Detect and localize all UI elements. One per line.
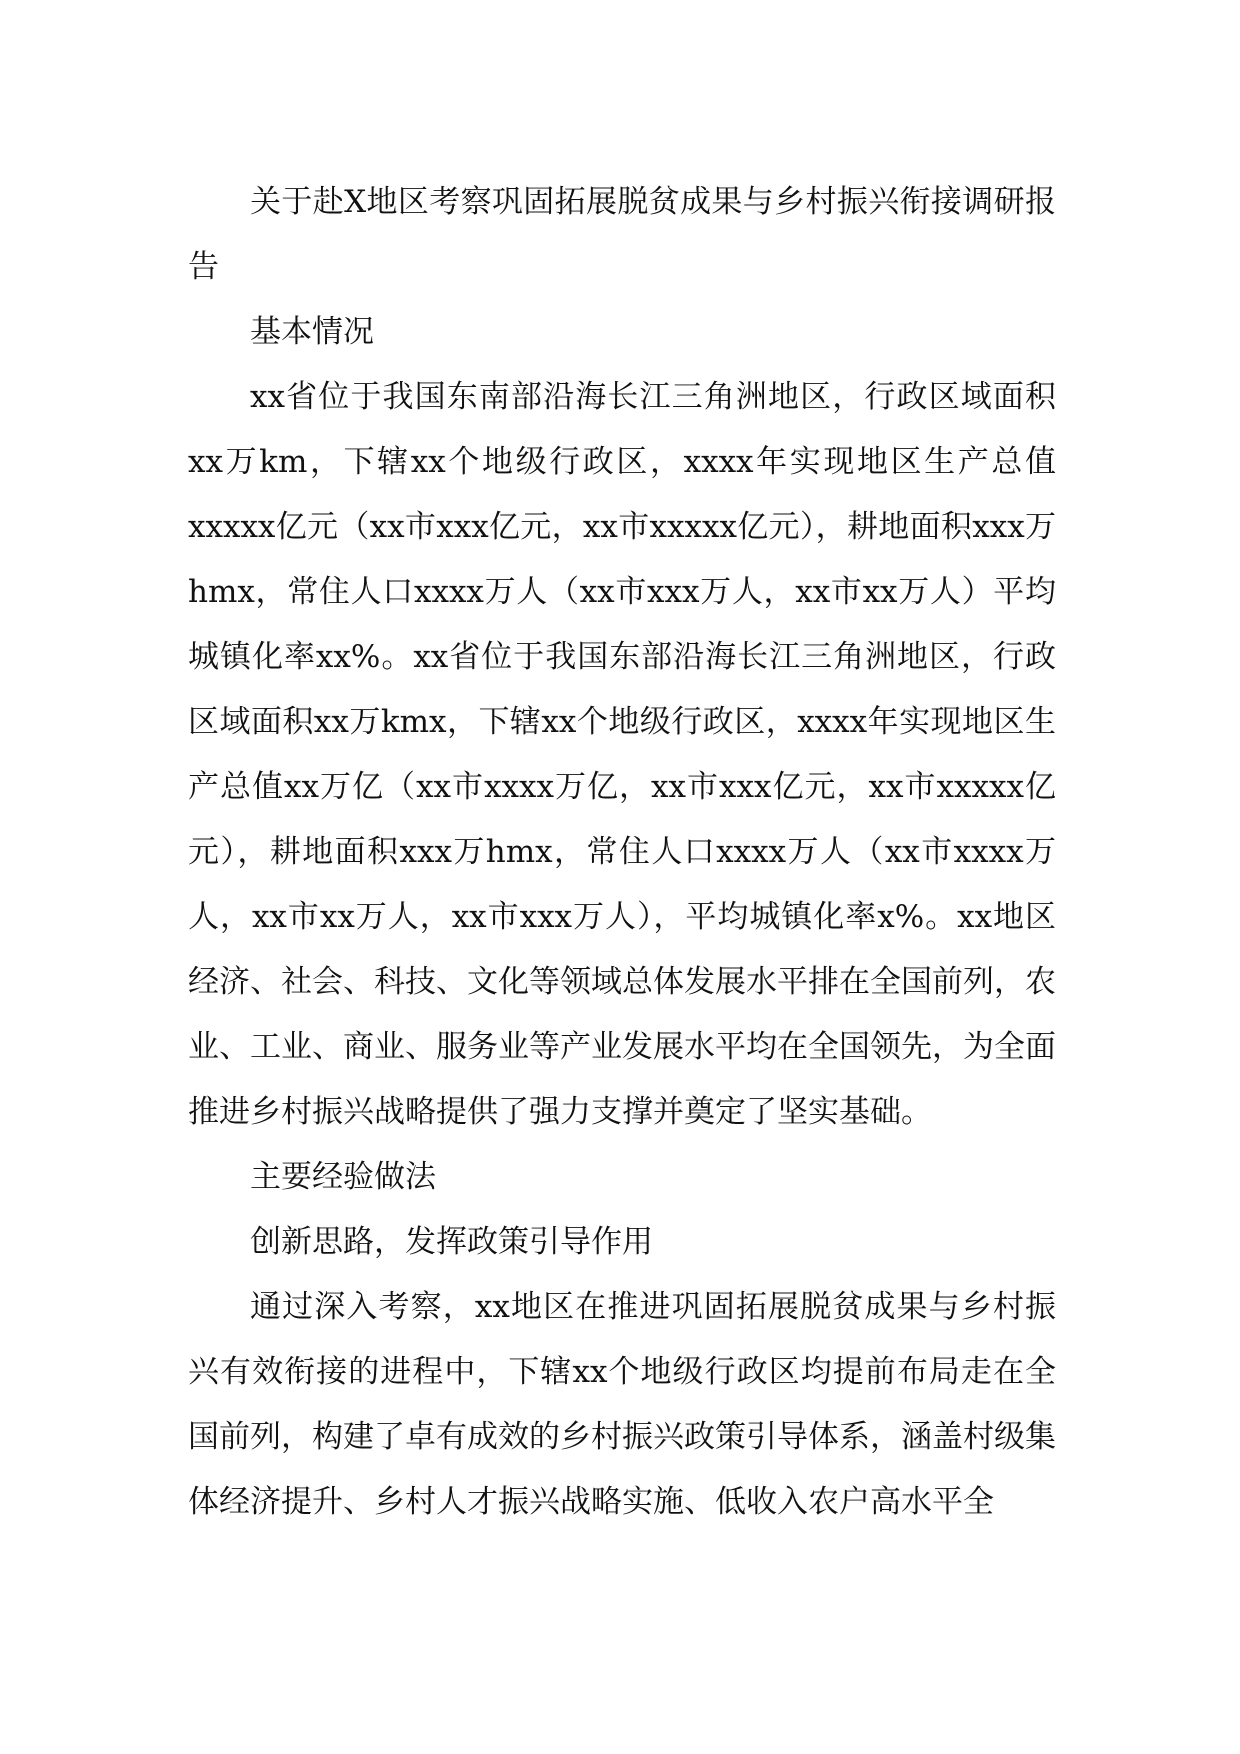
document-title: 关于赴X地区考察巩固拓展脱贫成果与乡村振兴衔接调研报告 <box>188 184 1056 285</box>
experience-paragraph: 通过深入考察，xx地区在推进巩固拓展脱贫成果与乡村振兴有效衔接的进程中，下辖xx个地级行政区均提前布局走在全国前列，构建了卓有成效的乡村振兴政策引导体系，涵盖村级集体经济提升、乡村人才振兴战略实施、低收入农户高水平全 <box>188 1289 1056 1520</box>
section-heading-basic: 基本情况 <box>250 314 374 350</box>
basic-situation-paragraph: xx省位于我国东南部沿海长江三角洲地区，行政区域面积xx万km，下辖xx个地级行政区，xxxx年实现地区生产总值xxxxx亿元（xx市xxx亿元，xx市xxxxx亿元），耕地面积xxx万hmx，常住人口xxxx万人（xx市xxx万人，xx市xx万人）平均城镇化率xx%。xx省位于我国东部沿海长江三角洲地区，行政区域面积xx万kmx，下辖xx个地级行政区，xxxx年实现地区生产总值xx万亿（xx市xxxx万亿，xx市xxx亿元，xx市xxxxx亿元），耕地面积xxx万hmx，常住人口xxxx万人（xx市xxxx万人，xx市xx万人，xx市xxx万人），平均城镇化率x%。xx地区经济、社会、科技、文化等领域总体发展水平排在全国前列，农业、工业、商业、服务业等产业发展水平均在全国领先，为全面推进乡村振兴战略提供了强力支撑并奠定了坚实基础。 <box>188 379 1056 1130</box>
document-body <box>188 170 1056 1535</box>
subsection-heading-policy: 创新思路，发挥政策引导作用 <box>250 1224 653 1260</box>
section-heading-experience: 主要经验做法 <box>250 1159 436 1195</box>
